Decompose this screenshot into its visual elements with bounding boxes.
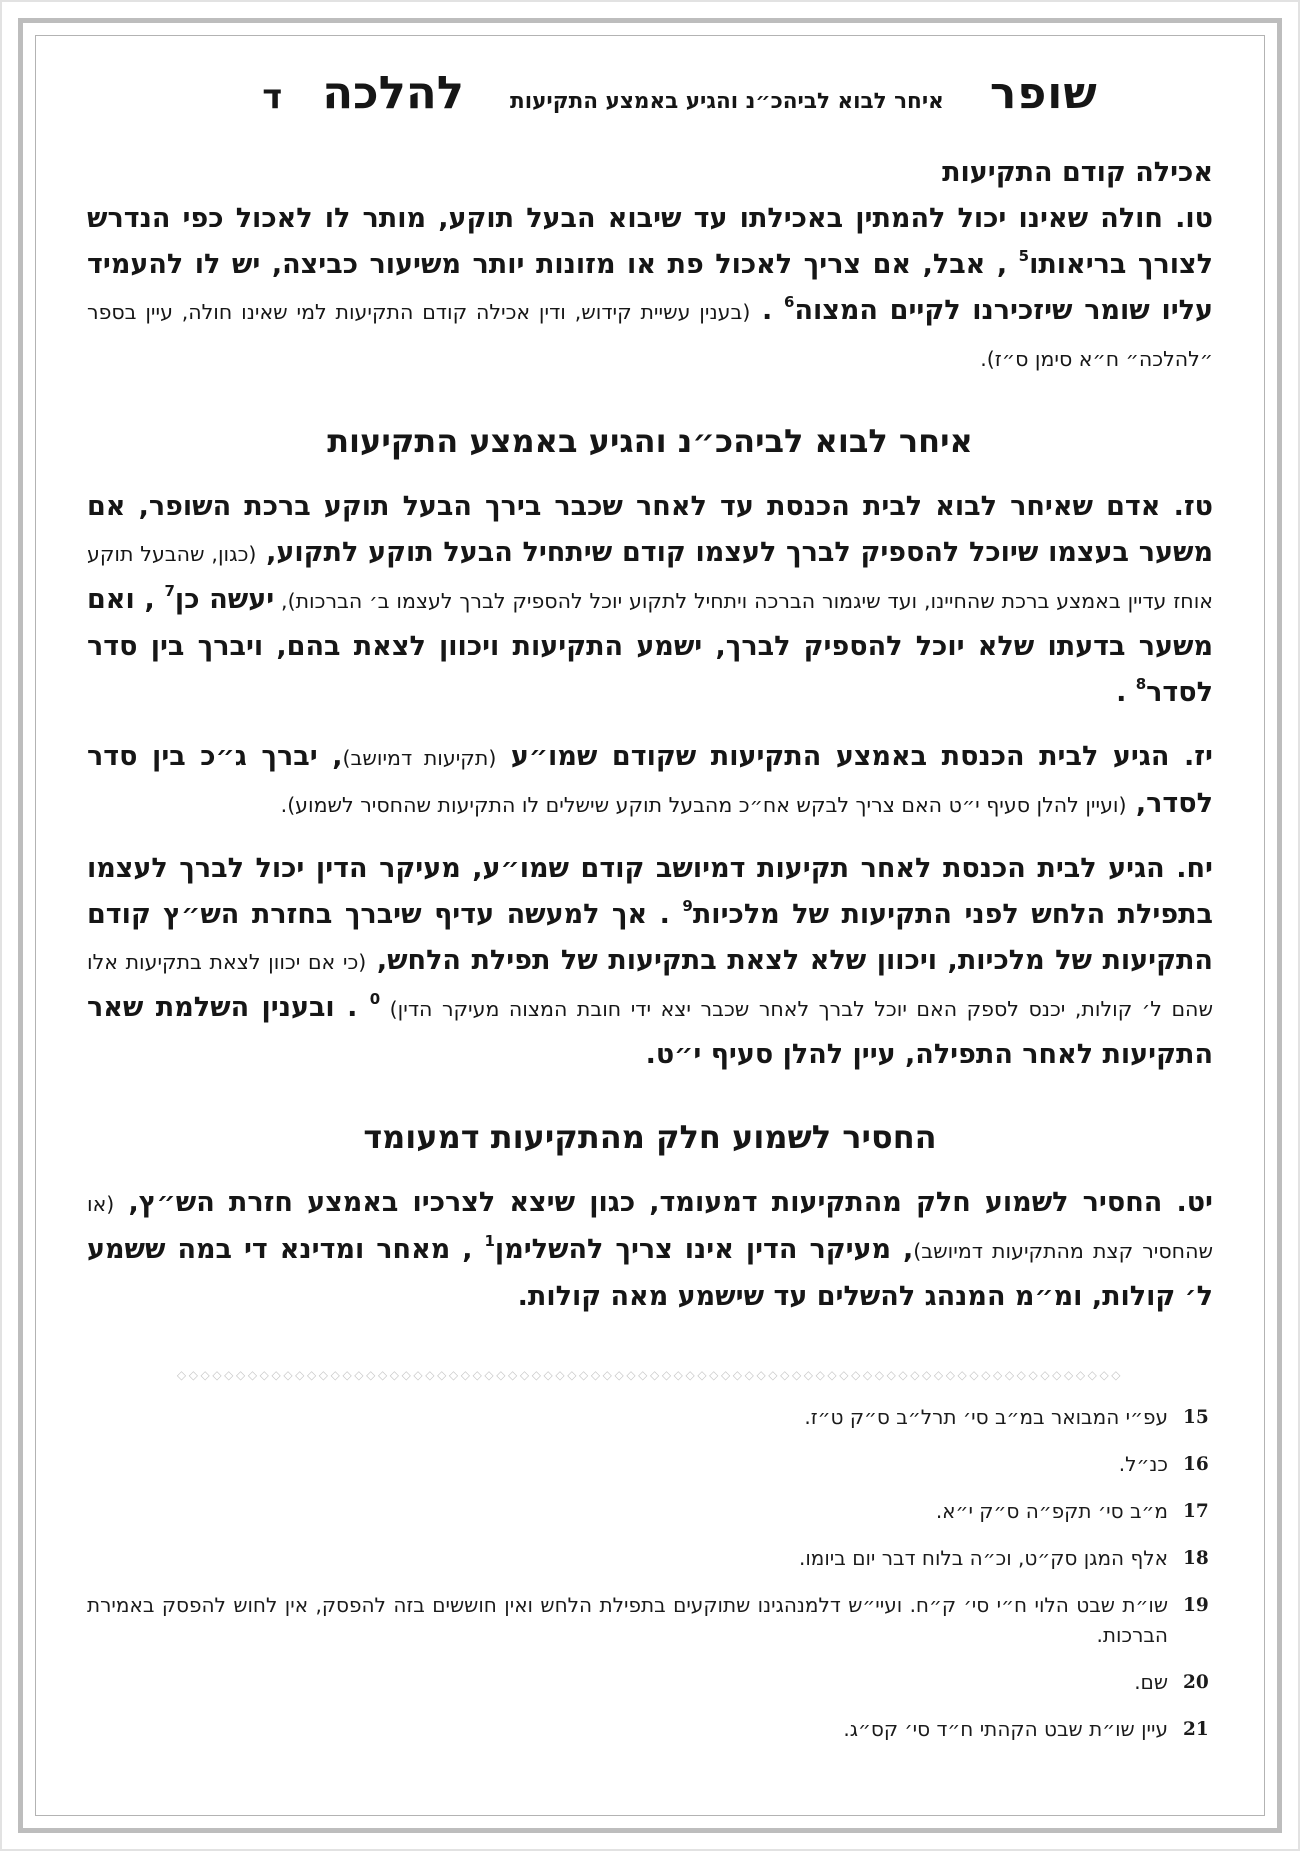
main-text-run: , מאחר ומדינא די במה ששמע ל׳ קולות, ומ״מ המנהג להשלים עד שישמע מאה קולות.	[87, 1234, 1213, 1312]
main-text-run: , יברך ג״כ בין סדר לסדר,	[87, 741, 1213, 819]
main-text-run: , אבל, אם צריך לאכול פת או מזונות יותר משיעור כביצה, יש לו להעמיד עליו שומר שיזכירנו לקיים המצוה	[87, 249, 1213, 326]
section-heading-missed-part: החסיר לשמוע חלק מהתקיעות דמעומד	[363, 1118, 937, 1156]
main-text-run: יעשה כן	[174, 584, 275, 615]
rashi-note-run: (כגון, שהבעל תוקע אוחז עדיין באמצע ברכת שהחיינו, ועד שיגמור הברכה ויתחיל לתקוע יוכל להספיק לברך לעצמו ב׳ הברכות),	[87, 542, 1213, 613]
footnote-ref: 1	[484, 1232, 495, 1250]
footnote-number: 21	[1183, 1719, 1209, 1740]
halacha-paragraph-18	[87, 846, 1213, 1078]
footnote-number: 20	[1183, 1672, 1209, 1693]
footnote-item	[87, 1590, 1213, 1650]
footnote-number: 16	[1183, 1454, 1209, 1475]
footnote-text: עיין שו״ת שבט הקהתי ח״ד סי׳ קס״ג.	[843, 1717, 1168, 1741]
halacha-paragraph-16	[87, 484, 1213, 716]
footnote-item	[87, 1543, 1213, 1573]
main-text-run: טו. חולה שאינו יכול להמתין באכילתו עד שיבוא הבעל תוקע, מותר לו לאכול כפי הנדרש לצורך בריאותו	[87, 203, 1213, 280]
footnote-item	[87, 1667, 1213, 1697]
footnote-item	[87, 1714, 1213, 1744]
footnote-ref: 9	[682, 897, 693, 915]
footnote-text: כנ״ל.	[1118, 1452, 1168, 1476]
footnote-number: 15	[1183, 1407, 1209, 1428]
page-content	[87, 52, 1213, 1807]
footnote-ref: 6	[784, 293, 795, 311]
main-text-run: .	[1116, 677, 1136, 708]
footnote-text: עפ״י המבואר במ״ב סי׳ תרל״ב ס״ק ט״ז.	[804, 1405, 1168, 1429]
footnote-ref: 0	[369, 990, 381, 1008]
main-text-run: , מעיקר הדין אינו צריך להשלימן	[494, 1234, 914, 1265]
footnote-number: 19	[1183, 1595, 1209, 1616]
page-number-letter: ד	[262, 77, 283, 117]
footnote-ref: 8	[1135, 675, 1147, 693]
main-text-run: . אך למעשה עדיף שיברך בחזרת הש״ץ קודם התקיעות של מלכיות, ויכוון שלא לצאת בתקיעות של תפילת הלחש,	[87, 899, 1213, 976]
footnote-ref: 5	[1018, 247, 1030, 265]
book-title-lehalacha: להלכה	[322, 66, 465, 119]
main-text-run: . ובענין השלמת שאר התקיעות לאחר התפילה, עיין להלן סעיף י״ט.	[87, 992, 1213, 1070]
section-heading-eating: אכילה קודם התקיעות	[942, 157, 1213, 188]
footnote-text: אלף המגן סק״ט, וכ״ה בלוח דבר יום ביומו.	[798, 1546, 1168, 1570]
book-title-shofar: שופר	[989, 68, 1098, 119]
footnote-text: שו״ת שבט הלוי ח״י סי׳ ק״ח. ועיי״ש דלמנהגינו שתוקעים בתפילת הלחש ואין חוששים בזה להפסק, אין לחוש להפסק באמירת הברכות.	[87, 1593, 1168, 1647]
halacha-paragraph-19	[87, 1180, 1213, 1320]
rashi-note-run: (ועיין להלן סעיף י״ט האם צריך לבקש אח״כ מהבעל תוקע שישלים לו התקיעות שהחסיר לשמוע).	[280, 793, 1127, 817]
main-text-run: .	[750, 295, 784, 326]
footnote-text: מ״ב סי׳ תקפ״ה ס״ק י״א.	[935, 1499, 1168, 1523]
footnote-text: שם.	[1134, 1670, 1168, 1694]
diamond-divider: ◇◇◇◇◇◇◇◇◇◇◇◇◇◇◇◇◇◇◇◇◇◇◇◇◇◇◇◇◇◇◇◇◇◇◇◇◇◇◇◇◇◇◇◇◇◇◇◇◇◇◇◇◇◇◇◇◇◇◇◇◇◇◇◇◇◇◇◇◇◇◇◇◇◇◇◇◇◇◇◇	[176, 1368, 1124, 1382]
rashi-note-run: (או שהחסיר קצת מהתקיעות דמיושב)	[87, 1192, 1213, 1263]
rashi-note-run: (תקיעות דמיושב)	[342, 746, 497, 770]
rashi-note-run: (כי אם יכוון לצאת בתקיעות אלו שהם ל׳ קולות, יכנס לספק האם יוכל לברך לאחר שכבר יצא ידי חובת המצוה מעיקר הדין)	[87, 950, 1213, 1021]
section-heading-arrived-late: איחר לבוא לביהכ״נ והגיע באמצע התקיעות	[327, 422, 973, 460]
main-text-run: , ואם משער בדעתו שלא יוכל להספיק לברך, ישמע התקיעות ויכוון לצאת בהם, ויברך בין סדר לסדר	[87, 584, 1213, 708]
page-header	[117, 66, 1243, 119]
rashi-note-run: (בענין עשיית קידוש, ודין אכילה קודם התקיעות למי שאינו חולה, עיין בספר ״להלכה״ ח״א סימן ס״ז).	[87, 300, 1213, 371]
footnote-item	[87, 1402, 1213, 1432]
footnote-number: 18	[1183, 1548, 1209, 1569]
main-text-run: טז. אדם שאיחר לבוא לבית הכנסת עד לאחר שכבר בירך הבעל תוקע ברכת השופר, אם משער בעצמו שיוכל להספיק לברך לעצמו קודם שיתחיל הבעל תוקע לתקוע,	[87, 491, 1213, 568]
footnote-number: 17	[1183, 1501, 1209, 1522]
footnotes-section	[87, 1402, 1213, 1744]
main-text-run: יח. הגיע לבית הכנסת לאחר תקיעות דמיושב קודם שמו״ע, מעיקר הדין יכול לברך לעצמו בתפילת הלחש לפני התקיעות של מלכיות	[87, 853, 1214, 930]
main-text-run: יז. הגיע לבית הכנסת באמצע התקיעות שקודם שמו״ע	[496, 741, 1213, 772]
halacha-paragraph-17	[87, 734, 1213, 828]
footnote-item	[87, 1496, 1213, 1526]
footnote-ref: 7	[164, 582, 175, 600]
footnote-item	[87, 1449, 1213, 1479]
main-text-run: יט. החסיר לשמוע חלק מהתקיעות דמעומד, כגון שיצא לצרכיו באמצע חזרת הש״ץ,	[114, 1187, 1213, 1218]
halacha-paragraph-15	[87, 196, 1213, 382]
running-header: איחר לבוא לביהכ״נ והגיע באמצע התקיעות	[510, 89, 944, 114]
